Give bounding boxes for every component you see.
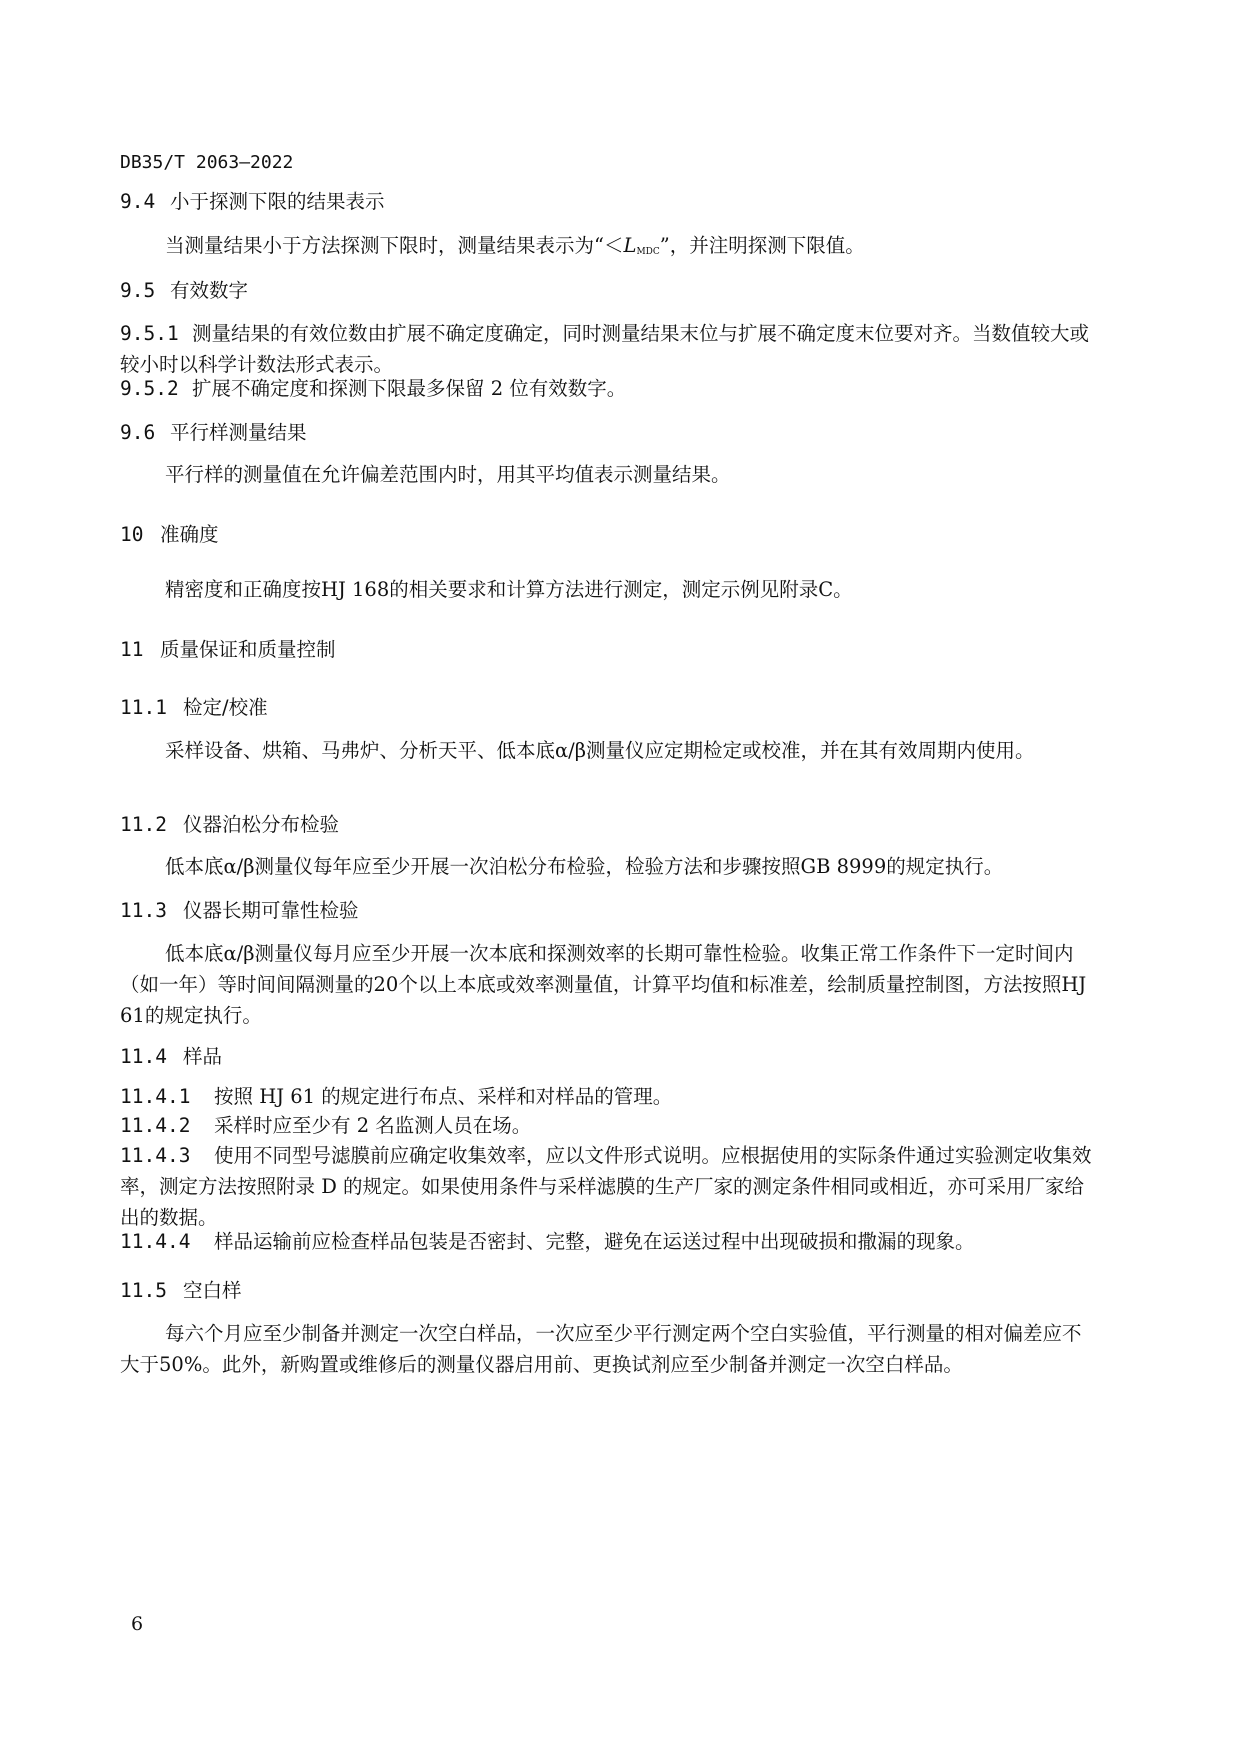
heading-9-4 — [120, 186, 385, 214]
item-text: 测量结果的有效位数由扩展不确定度确定，同时测量结果末位与扩展不确定度末位要对齐。当数值较大或较小时以科学计数法形式表示。 — [120, 322, 1090, 376]
section-number: 11.5 — [120, 1279, 167, 1302]
heading-11-3 — [120, 895, 359, 923]
item-11-4-1 — [120, 1081, 1100, 1112]
section-number: 11.2 — [120, 813, 167, 836]
heading-10 — [120, 519, 219, 547]
section-title: 小于探测下限的结果表示 — [170, 190, 385, 213]
heading-9-6 — [120, 417, 307, 445]
section-number: 9.6 — [120, 421, 156, 444]
item-number: 9.5.1 — [120, 322, 179, 345]
item-9-5-2 — [120, 373, 1100, 404]
heading-9-5 — [120, 275, 248, 303]
item-text: 样品运输前应检查样品包装是否密封、完整，避免在运送过程中出现破损和撒漏的现象。 — [214, 1230, 975, 1253]
section-number: 10 — [120, 523, 144, 546]
heading-11-1 — [120, 692, 268, 720]
item-11-4-3 — [120, 1140, 1100, 1233]
section-title: 有效数字 — [170, 279, 249, 302]
item-text: 使用不同型号滤膜前应确定收集效率，应以文件形式说明。应根据使用的实际条件通过实验测定收集效率，测定方法按照附录 D 的规定。如果使用条件与采样滤膜的生产厂家的测定条件相同或相近，亦可采用厂家给出的数据。 — [120, 1144, 1092, 1229]
document-code-header: DB35/T 2063—2022 — [120, 152, 294, 173]
section-title: 质量保证和质量控制 — [160, 638, 336, 661]
heading-11-2 — [120, 809, 339, 837]
text-segment: 当测量结果小于方法探测下限时，测量结果表示为“＜ — [165, 234, 624, 257]
paragraph-9-4 — [120, 230, 1100, 268]
heading-11 — [120, 634, 336, 662]
paragraph-11-2: 低本底α/β测量仪每年应至少开展一次泊松分布检验，检验方法和步骤按照GB 8999的规定执行。 — [165, 855, 1004, 878]
item-11-4-2 — [120, 1110, 1100, 1141]
page-number: 6 — [131, 1613, 144, 1635]
l-symbol: L — [623, 234, 637, 257]
item-text: 按照 HJ 61 的规定进行布点、采样和对样品的管理。 — [214, 1085, 673, 1108]
paragraph-10: 精密度和正确度按HJ 168的相关要求和计算方法进行测定，测定示例见附录C。 — [165, 578, 853, 601]
section-number: 11 — [120, 638, 144, 661]
section-number: 11.3 — [120, 899, 167, 922]
item-text: 扩展不确定度和探测下限最多保留 2 位有效数字。 — [192, 377, 627, 400]
item-number: 11.4.4 — [120, 1230, 191, 1253]
paragraph-11-3: 低本底α/β测量仪每月应至少开展一次本底和探测效率的长期可靠性检验。收集正常工作条件下一定时间内（如一年）等时间间隔测量的20个以上本底或效率测量值，计算平均值和标准差，绘制质量控制图，方法按照HJ 61的规定执行。 — [120, 942, 1087, 1027]
heading-11-4 — [120, 1041, 222, 1069]
item-text: 采样时应至少有 2 名监测人员在场。 — [214, 1114, 532, 1137]
section-title: 平行样测量结果 — [170, 421, 307, 444]
section-title: 仪器长期可靠性检验 — [183, 899, 359, 922]
item-11-4-4 — [120, 1226, 1100, 1257]
paragraph-11-5: 每六个月应至少制备并测定一次空白样品，一次应至少平行测定两个空白实验值，平行测量的相对偏差应不大于50%。此外，新购置或维修后的测量仪器启用前、更换试剂应至少制备并测定一次空白样品。 — [120, 1322, 1082, 1376]
section-number: 9.5 — [120, 279, 156, 302]
item-number: 11.4.2 — [120, 1114, 191, 1137]
item-number: 11.4.3 — [120, 1144, 191, 1167]
section-number: 11.4 — [120, 1045, 167, 1068]
section-title: 空白样 — [183, 1279, 242, 1302]
section-number: 11.1 — [120, 696, 167, 719]
paragraph-11-1: 采样设备、烘箱、马弗炉、分析天平、低本底α/β测量仪应定期检定或校准，并在其有效周期内使用。 — [165, 739, 1035, 762]
text-segment: ”，并注明探测下限值。 — [659, 234, 865, 257]
section-title: 准确度 — [160, 523, 219, 546]
item-number: 11.4.1 — [120, 1085, 191, 1108]
item-number: 9.5.2 — [120, 377, 179, 400]
heading-11-5 — [120, 1275, 242, 1303]
section-title: 样品 — [183, 1045, 223, 1068]
item-9-5-1 — [120, 318, 1100, 380]
section-title: 仪器泊松分布检验 — [183, 813, 340, 836]
paragraph-9-6: 平行样的测量值在允许偏差范围内时，用其平均值表示测量结果。 — [165, 463, 731, 486]
section-title: 检定/校准 — [183, 696, 268, 719]
mdc-subscript: MDC — [636, 247, 660, 257]
section-number: 9.4 — [120, 190, 156, 213]
